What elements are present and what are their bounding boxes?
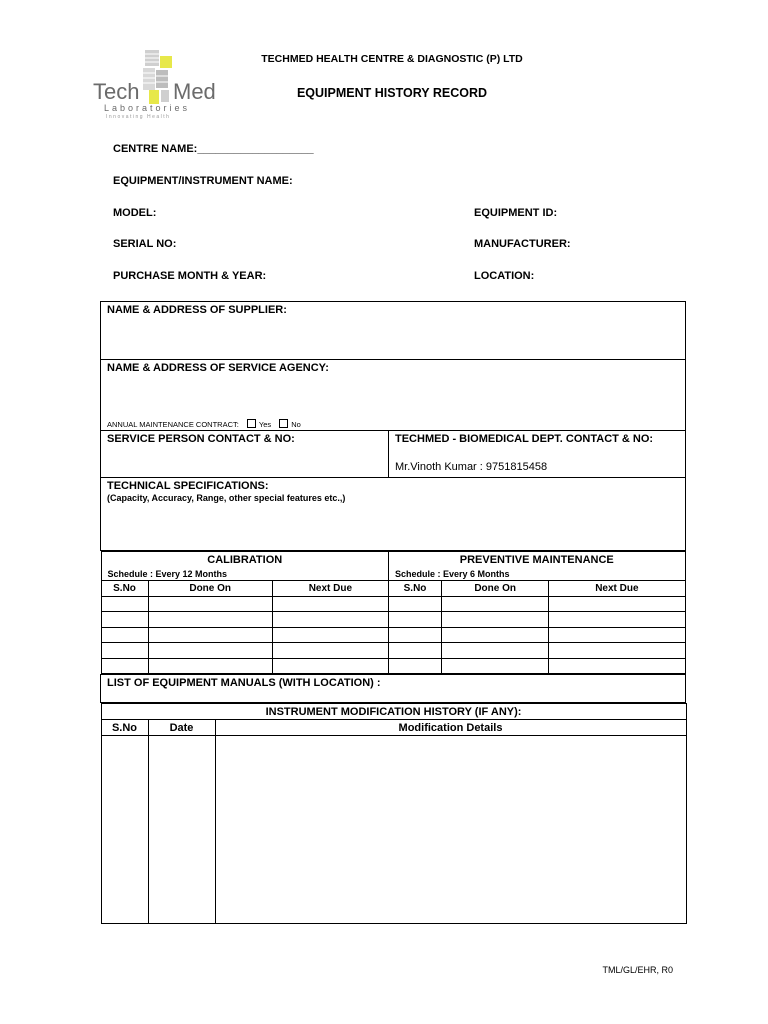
equipment-name-field: EQUIPMENT/INSTRUMENT NAME: [113, 175, 293, 187]
table-cell[interactable] [388, 627, 441, 643]
logo-text-tagline: Innovating Health [106, 114, 171, 120]
manuals-cell [101, 675, 686, 703]
calibration-title: CALIBRATION [207, 554, 283, 566]
modification-col-details: Modification Details [215, 720, 686, 736]
calibration-schedule: Schedule : Every 12 Months [107, 569, 228, 579]
modification-title: INSTRUMENT MODIFICATION HISTORY (IF ANY): [101, 704, 686, 720]
table-cell[interactable] [272, 596, 388, 612]
biomedical-contact: Mr.Vinoth Kumar : 9751815458 [395, 461, 548, 473]
preventive-header [388, 552, 685, 581]
preventive-col-done-on: Done On [442, 581, 549, 597]
modification-col-date: Date [148, 720, 215, 736]
table-cell[interactable] [549, 627, 685, 643]
table-cell[interactable] [148, 643, 272, 659]
table-cell[interactable] [442, 643, 549, 659]
table-row [101, 612, 685, 628]
table-cell[interactable] [101, 627, 148, 643]
table-cell[interactable] [549, 596, 685, 612]
table-cell[interactable] [442, 612, 549, 628]
centre-name-field: CENTRE NAME:___________________ [113, 143, 314, 155]
table-row [101, 627, 685, 643]
table-cell[interactable] [549, 658, 685, 674]
tech-spec-label: TECHNICAL SPECIFICATIONS: [107, 480, 269, 492]
tech-spec-note: (Capacity, Accuracy, Range, other special features etc.,) [107, 493, 346, 503]
table-cell[interactable] [148, 627, 272, 643]
model-field: MODEL: [113, 207, 157, 219]
table-row [101, 736, 686, 924]
table-cell[interactable] [272, 643, 388, 659]
table-cell[interactable] [388, 596, 441, 612]
modification-section [101, 703, 686, 925]
location-field: LOCATION: [474, 270, 535, 282]
tech-spec-cell [101, 478, 686, 551]
manuals-label: LIST OF EQUIPMENT MANUALS (WITH LOCATION) : [107, 677, 381, 689]
table-cell[interactable] [101, 658, 148, 674]
serial-no-field: SERIAL NO: [113, 238, 177, 250]
maintenance-table [101, 551, 686, 674]
table-cell[interactable] [388, 643, 441, 659]
amc-no-checkbox[interactable] [279, 419, 288, 428]
supplier-cell [101, 302, 686, 360]
table-cell[interactable] [101, 596, 148, 612]
table-cell[interactable] [442, 627, 549, 643]
service-agency-label: NAME & ADDRESS OF SERVICE AGENCY: [107, 362, 329, 374]
service-person-cell [101, 431, 389, 478]
manufacturer-field: MANUFACTURER: [474, 238, 571, 250]
table-cell[interactable] [442, 658, 549, 674]
table-cell[interactable] [388, 612, 441, 628]
amc-yes-label: Yes [258, 420, 272, 429]
table-row [101, 658, 685, 674]
equipment-id-field: EQUIPMENT ID: [474, 207, 558, 219]
preventive-schedule: Schedule : Every 6 Months [394, 569, 510, 579]
modification-table [101, 703, 687, 924]
table-cell[interactable] [148, 658, 272, 674]
table-cell[interactable] [549, 612, 685, 628]
preventive-col-sno: S.No [388, 581, 441, 597]
calibration-col-done-on: Done On [148, 581, 272, 597]
table-cell[interactable] [272, 627, 388, 643]
biomedical-label: TECHMED - BIOMEDICAL DEPT. CONTACT & NO: [395, 433, 654, 445]
table-cell[interactable] [272, 612, 388, 628]
biomedical-cell [389, 431, 686, 478]
service-person-label: SERVICE PERSON CONTACT & NO: [107, 433, 295, 445]
table-cell[interactable] [272, 658, 388, 674]
amc-row [107, 419, 301, 429]
document-code: TML/GL/EHR, R0 [602, 965, 673, 975]
calibration-col-next-due: Next Due [272, 581, 388, 597]
company-name: TECHMED HEALTH CENTRE & DIAGNOSTIC (P) LTD [261, 53, 523, 65]
modification-col-sno: S.No [101, 720, 148, 736]
amc-no-label: No [291, 420, 301, 429]
calibration-header [101, 552, 388, 581]
calibration-col-sno: S.No [101, 581, 148, 597]
table-cell[interactable] [101, 736, 148, 924]
table-cell[interactable] [215, 736, 686, 924]
document-title: EQUIPMENT HISTORY RECORD [296, 86, 488, 100]
maintenance-section [101, 551, 686, 675]
logo-text-tech: Tech [93, 79, 140, 104]
amc-yes-checkbox[interactable] [247, 419, 256, 428]
supplier-label: NAME & ADDRESS OF SUPPLIER: [107, 304, 287, 316]
logo-text-med: Med [173, 79, 216, 104]
purchase-field: PURCHASE MONTH & YEAR: [113, 270, 267, 282]
table-cell[interactable] [388, 658, 441, 674]
amc-label: ANNUAL MAINTENANCE CONTRACT: [107, 420, 239, 429]
service-agency-cell [101, 360, 686, 431]
table-cell[interactable] [148, 596, 272, 612]
table-cell[interactable] [442, 596, 549, 612]
table-cell[interactable] [148, 736, 215, 924]
logo-text-laboratories: Laboratories [104, 103, 191, 113]
table-cell[interactable] [101, 643, 148, 659]
table-row [101, 596, 685, 612]
table-row [101, 643, 685, 659]
table-cell[interactable] [101, 612, 148, 628]
equipment-form-table [100, 301, 686, 924]
table-cell[interactable] [549, 643, 685, 659]
table-cell[interactable] [148, 612, 272, 628]
preventive-title: PREVENTIVE MAINTENANCE [459, 554, 614, 566]
preventive-col-next-due: Next Due [549, 581, 685, 597]
